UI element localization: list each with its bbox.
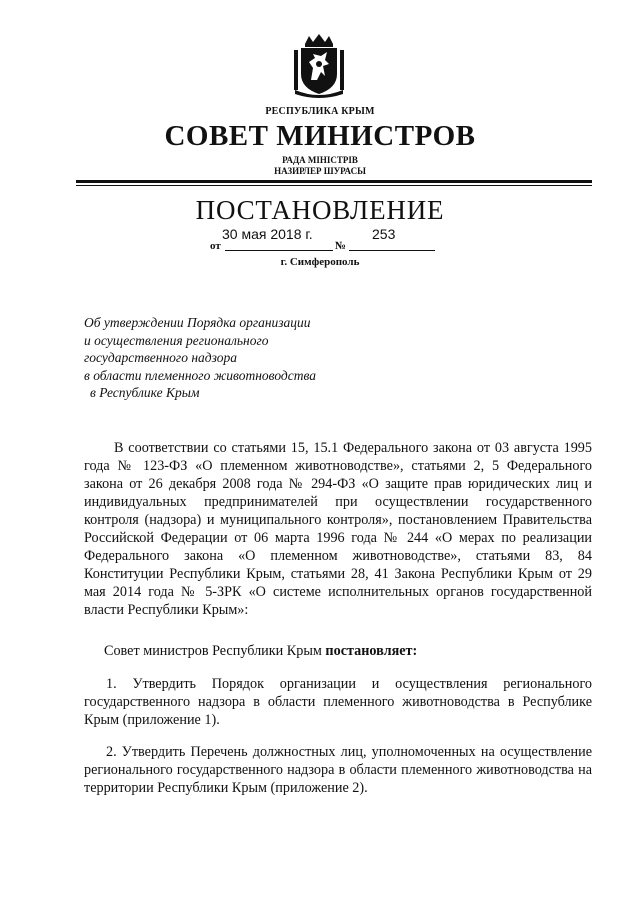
title-line: государственного надзора: [84, 350, 237, 365]
decree-city: г. Симферополь: [280, 256, 360, 268]
title-line: в области племенного животноводства: [84, 367, 316, 383]
item-2-paragraph: 2. Утвердить Перечень должностных лиц, уполномоченных на осуществление регионального государственного надзора в области племенного животноводства на территории Республики Крым (приложение 2).: [84, 744, 592, 796]
title-line: и осуществления регионального: [84, 332, 269, 348]
council-name-translations: [0, 155, 640, 177]
council-name-crh: НАЗИРЛЕР ШУРАСЫ: [274, 166, 366, 176]
decree-number: 253: [372, 226, 396, 242]
title-line: в Республике Крым: [90, 385, 200, 400]
coat-of-arms-icon: [291, 32, 347, 98]
resolves-subject: Совет министров Республики Крым: [104, 643, 326, 659]
resolves-verb: постановляет:: [325, 643, 418, 659]
header-divider-thin: [76, 185, 592, 186]
republic-name: РЕСПУБЛИКА КРЫМ: [265, 106, 375, 117]
council-name: СОВЕТ МИНИСТРОВ: [164, 120, 476, 152]
decree-type: ПОСТАНОВЛЕНИЕ: [195, 195, 445, 225]
preamble-paragraph: В соответствии со статьями 15, 15.1 Федерального закона от 03 августа 1995 года № 123-ФЗ «О племенном животноводстве», статьями 2, 5 Федерального закона от 26 декабря 2008 года № 294-ФЗ «О защите прав юридических лиц и индивидуальных предпринимателей при осуществлении государственного контроля (надзора) и муниципального контроля», постановлением Правительства Российской Федерации от 06 марта 1996 года № 244 «О мерах по реализации Федерального закона «О племенном животноводстве», статьями 83, 84 Конституции Республики Крым, статьями 28, 41 Закона Республики Крым от 29 мая 2014 года № 5-ЗРК «О системе исполнительных органов государственной власти Республики Крым»:: [84, 440, 592, 618]
date-underline: [225, 250, 333, 251]
resolves-paragraph: [84, 642, 592, 660]
header-divider-thick: [76, 180, 592, 183]
item-1-paragraph: 1. Утвердить Порядок организации и осуществления регионального государственного надзора в области племенного животноводства в Республике Крым (приложение 1).: [84, 676, 592, 728]
title-line: Об утверждении Порядка организации: [84, 315, 311, 330]
number-underline: [349, 250, 435, 251]
decree-date: 30 мая 2018 г.: [222, 226, 313, 242]
decree-title: [84, 314, 384, 402]
council-name-ua: РАДА МІНІСТРІВ: [282, 155, 358, 165]
date-prefix: от: [210, 240, 221, 252]
number-prefix: №: [335, 240, 347, 252]
